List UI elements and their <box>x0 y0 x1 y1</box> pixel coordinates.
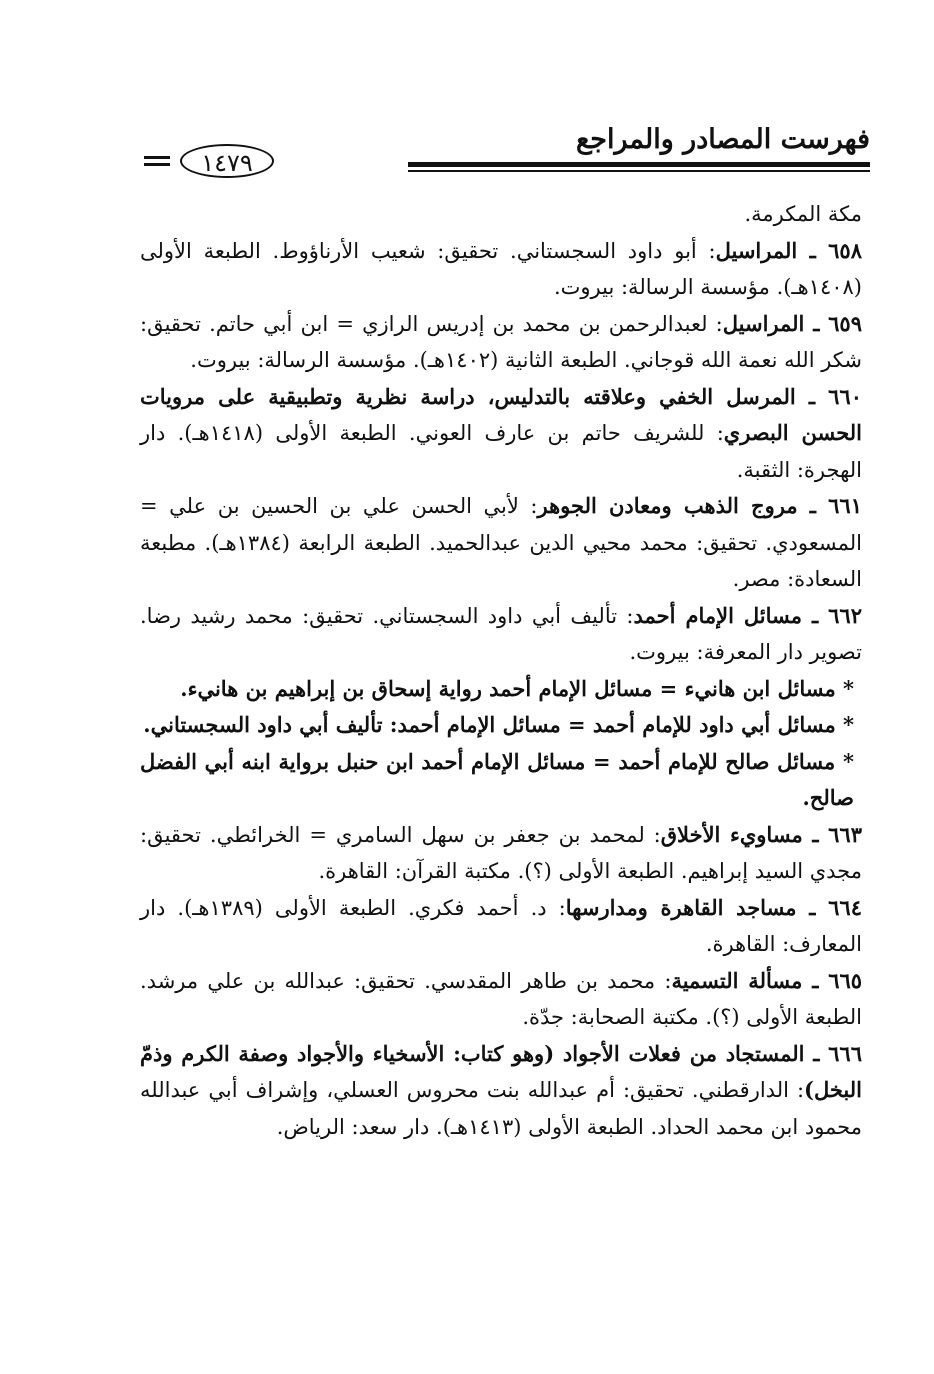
entry-title: المستجاد من فعلات الأجواد (وهو كتاب: الأسخياء والأجواد وصفة الكرم وذمّ البخل) <box>140 1040 862 1102</box>
continuation-line: مكة المكرمة. <box>744 202 862 226</box>
entry-title: المراسيل <box>722 310 805 336</box>
entry-number: ٦٦٢ ـ <box>802 602 862 628</box>
entry-details: : الدارقطني. تحقيق: أم عبدالله بنت محروس العسلي، وإشراف أبي عبدالله محمود ابن محمد الحداد. الطبعة الأولى (١٤١٣هـ). دار سعد: الرياض. <box>140 1078 862 1139</box>
header-rule-left-1 <box>144 156 170 159</box>
entry-title: مسائل الإمام أحمد <box>633 602 803 628</box>
entry-title: المراسيل <box>715 237 798 263</box>
entry-664 <box>140 890 862 963</box>
entry-number: ٦٥٨ ـ <box>797 237 862 263</box>
entry-details: : للشريف حاتم بن عارف العوني. الطبعة الأولى (١٤١٨هـ). دار الهجرة: الثقبة. <box>140 421 862 482</box>
header-rule-thin <box>408 170 870 172</box>
entry-details: : لأبي الحسن علي بن الحسين بن علي = المسعودي. تحقيق: محمد محيي الدين عبدالحميد. الطبعة الرابعة (١٣٨٤هـ). مطبعة السعادة: مصر. <box>140 494 862 591</box>
entry-details: : أبو داود السجستاني. تحقيق: شعيب الأرناؤوط. الطبعة الأولى (١٤٠٨هـ). مؤسسة الرسالة: بيروت. <box>140 238 862 299</box>
entry-title: المرسل الخفي وعلاقته بالتدليس، دراسة نظرية وتطبيقية على مرويات الحسن البصري <box>140 383 862 445</box>
cross-reference-1: * مسائل ابن هانيء = مسائل الإمام أحمد رواية إسحاق بن إبراهيم بن هانيء. <box>180 675 854 701</box>
cross-reference-2: * مسائل أبي داود للإمام أحمد = مسائل الإمام أحمد: تأليف أبي داود السجستاني. <box>143 712 854 737</box>
running-title: فهرست المصادر والمراجع <box>575 124 870 155</box>
entry-title: مساويء الأخلاق <box>660 821 803 847</box>
header-rule-left-2 <box>144 163 170 166</box>
entry-number: ٦٦٤ ـ <box>796 894 862 920</box>
entry-details: : لمحمد بن جعفر بن سهل السامري = الخرائطي. تحقيق: مجدي السيد إبراهيم. الطبعة الأولى (؟). مكتبة القرآن: القاهرة. <box>140 822 862 883</box>
header-rule-thick <box>408 162 870 167</box>
entry-title: مسألة التسمية <box>671 967 803 993</box>
entry-number: ٦٦١ ـ <box>797 493 862 518</box>
page-number: ١٤٧٩ <box>180 144 274 178</box>
entry-number: ٦٦٠ ـ <box>795 383 862 409</box>
entry-661 <box>140 488 862 598</box>
entry-details: : لعبدالرحمن بن محمد بن إدريس الرازي = ابن أبي حاتم. تحقيق: شكر الله نعمة الله قوجاني. الطبعة الثانية (١٤٠٢هـ). مؤسسة الرسالة: بيروت. <box>140 311 862 372</box>
entry-663 <box>140 817 862 890</box>
cross-reference-3: * مسائل صالح للإمام أحمد = مسائل الإمام أحمد ابن حنبل برواية ابنه أبي الفضل صالح. <box>140 748 854 810</box>
entry-659 <box>140 306 862 379</box>
entry-number: ٦٦٥ ـ <box>802 967 863 993</box>
entry-details: : د. أحمد فكري. الطبعة الأولى (١٣٨٩هـ). دار المعارف: القاهرة. <box>140 895 862 956</box>
entry-details: : تأليف أبي داود السجستاني. تحقيق: محمد رشيد رضا. تصوير دار المعرفة: بيروت. <box>140 603 862 664</box>
entry-details: : محمد بن طاهر المقدسي. تحقيق: عبدالله بن علي مرشد. الطبعة الأولى (؟). مكتبة الصحابة: جدّة. <box>140 968 862 1029</box>
entry-number: ٦٦٣ ـ <box>802 821 862 847</box>
entry-662 <box>140 598 862 671</box>
entry-number: ٦٥٩ ـ <box>804 310 862 336</box>
entry-number: ٦٦٦ ـ <box>804 1040 862 1066</box>
entry-658 <box>140 233 862 306</box>
entry-title: مساجد القاهرة ومدارسها <box>565 894 797 920</box>
entry-title: مروج الذهب ومعادن الجوهر <box>537 493 798 518</box>
page-header <box>140 118 870 178</box>
entry-665 <box>140 963 862 1036</box>
bibliography-body <box>140 196 862 1145</box>
entry-666 <box>140 1036 862 1146</box>
entry-660 <box>140 379 862 489</box>
